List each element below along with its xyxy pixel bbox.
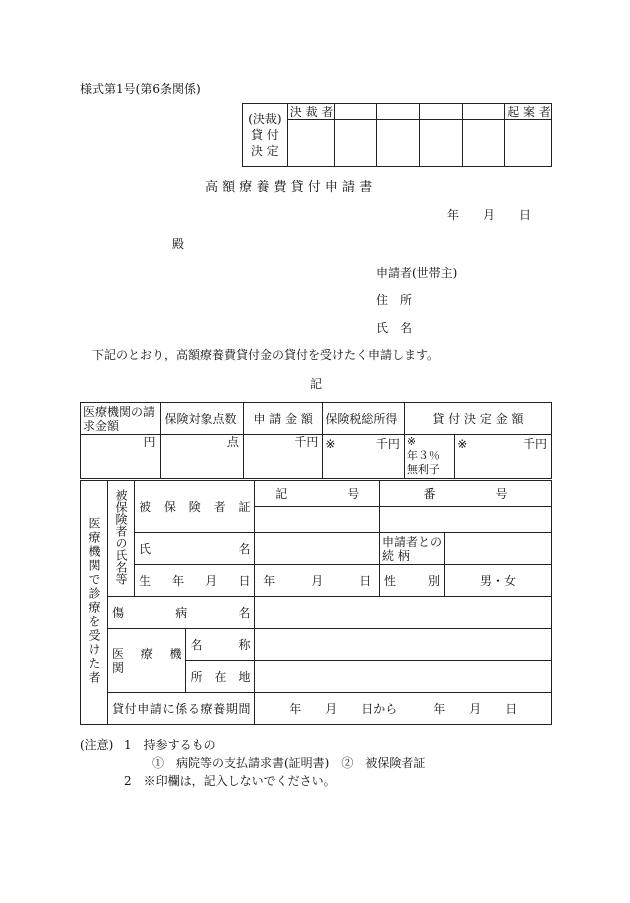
notes-item-2: 2 ※印欄は，記入しないでください。 — [124, 774, 336, 788]
notes-label: (注意) — [80, 738, 114, 752]
insured-label: 被保険者の氏名等 — [108, 481, 135, 597]
symbol-label: 記 号 — [255, 481, 380, 507]
sex-label: 性 別 — [380, 565, 445, 597]
header-insured-points: 保険対象点数 — [160, 403, 243, 435]
relation-label: 申請者との 続 柄 — [380, 533, 445, 565]
intro-text: 下記のとおり，高額療養費貸付金の貸付を受けたく申請します。 — [92, 348, 440, 362]
tax-income-cell[interactable]: ※ 千円 — [323, 435, 404, 479]
institution-name-label: 名 称 — [186, 629, 255, 661]
relation-input[interactable] — [445, 533, 552, 565]
approval-box — [242, 103, 552, 167]
approval-cell[interactable] — [419, 120, 462, 167]
approval-head-left: 決 裁 者 — [287, 104, 334, 120]
patient-outer-label: 医療機関で診療を受けた者 — [81, 481, 108, 725]
ki-label: 記 — [310, 377, 323, 391]
approval-side-label: (決裁) 貸 付 決 定 — [243, 104, 288, 167]
applicant-address-label: 住 所 — [376, 293, 413, 307]
approval-head-right: 起 案 者 — [505, 104, 552, 120]
insured-points-cell[interactable]: 点 — [160, 435, 243, 479]
header-billing-amount: 医療機関の請求金額 — [81, 403, 161, 435]
notes-item-1: 1 持参するもの — [124, 738, 216, 752]
applicant-label: 申請者(世帯主) — [376, 266, 458, 280]
rate-cell: ※ 年３％ 無利子 — [404, 435, 454, 479]
amount-table — [80, 402, 552, 479]
approval-cell[interactable] — [377, 120, 420, 167]
birth-label: 生 年 月 日 — [135, 565, 255, 597]
header-tax-income: 保険税総所得 — [323, 403, 404, 435]
approval-cell[interactable] — [462, 120, 505, 167]
application-amount-cell[interactable]: 千円 — [243, 435, 323, 479]
institution-label: 医 療 機 関 — [108, 629, 186, 693]
document-title: 高 額 療 養 費 貸 付 申 請 書 — [205, 180, 373, 195]
addressee-suffix: 殿 — [172, 237, 185, 251]
billing-amount-cell[interactable]: 円 — [81, 435, 161, 479]
approval-cell[interactable] — [287, 120, 334, 167]
sex-value[interactable]: 男・女 — [445, 565, 552, 597]
form-number: 様式第1号(第6条関係) — [80, 82, 201, 96]
name-input[interactable] — [255, 533, 380, 565]
approval-cell[interactable] — [334, 120, 377, 167]
birth-value[interactable]: 年 月 日 — [255, 565, 380, 597]
header-decision-amount: 貸 付 決 定 金 額 — [404, 403, 551, 435]
applicant-name-label: 氏 名 — [376, 321, 413, 335]
notes-item-1-detail: ① 病院等の支払請求書(証明書) ② 被保険者証 — [152, 756, 426, 770]
insurance-card-label: 被 保 険 者 証 — [135, 481, 255, 533]
disease-label: 傷 病 名 — [108, 597, 255, 629]
disease-input[interactable] — [255, 597, 552, 629]
number-label: 番 号 — [380, 481, 552, 507]
institution-name-input[interactable] — [255, 629, 552, 661]
institution-address-label: 所 在 地 — [186, 661, 255, 693]
symbol-input[interactable] — [255, 507, 380, 533]
number-input[interactable] — [380, 507, 552, 533]
period-label: 貸付申請に係る療養期間 — [108, 693, 255, 725]
period-value[interactable]: 年 月 日から 年 月 日 — [255, 693, 552, 725]
institution-address-input[interactable] — [255, 661, 552, 693]
patient-table — [80, 480, 552, 725]
name-label: 氏 名 — [135, 533, 255, 565]
header-application-amount: 申 請 金 額 — [243, 403, 323, 435]
decision-amount-cell[interactable]: ※ 千円 — [455, 435, 552, 479]
date-line: 年 月 日 — [447, 208, 532, 222]
approval-cell[interactable] — [505, 120, 552, 167]
